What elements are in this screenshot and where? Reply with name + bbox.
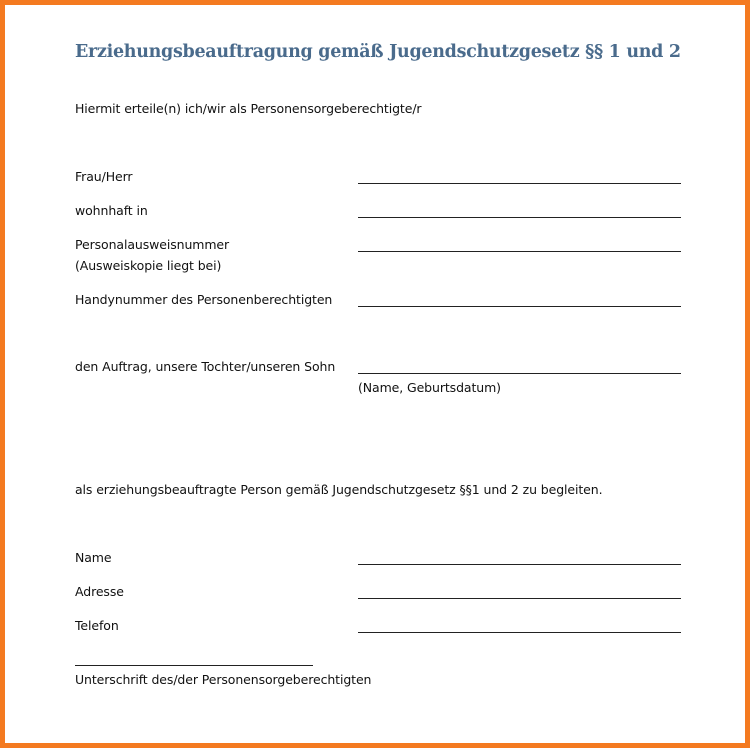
person-line-phone[interactable] — [358, 632, 681, 633]
field-line-child[interactable] — [358, 373, 681, 374]
document-page — [5, 5, 745, 743]
field-line-phone[interactable] — [358, 306, 681, 307]
statement-text: als erziehungsbeauftragte Person gemäß Jugendschutzgesetz §§1 und 2 zu begleiten. — [75, 482, 603, 497]
assignment-note: (Name, Geburtsdatum) — [358, 380, 501, 395]
intro-text: Hiermit erteile(n) ich/wir als Personensorgeberechtigte/r — [75, 101, 422, 116]
field-line-address[interactable] — [358, 217, 681, 218]
person-label-address: Adresse — [75, 584, 124, 599]
field-label-phone: Handynummer des Personenberechtigten — [75, 292, 333, 307]
field-label-address: wohnhaft in — [75, 203, 148, 218]
field-line-id-number[interactable] — [358, 251, 681, 252]
field-label-id-number: Personalausweisnummer — [75, 237, 230, 252]
person-label-phone: Telefon — [75, 618, 119, 633]
signature-line[interactable] — [75, 665, 313, 666]
field-sublabel-id-copy: (Ausweiskopie liegt bei) — [75, 258, 222, 273]
field-label-name: Frau/Herr — [75, 169, 133, 184]
person-line-name[interactable] — [358, 564, 681, 565]
document-title: Erziehungsbeauftragung gemäß Jugendschutzgesetz §§ 1 und 2 — [75, 42, 681, 62]
signature-label: Unterschrift des/der Personensorgeberechtigten — [75, 672, 372, 687]
person-line-address[interactable] — [358, 598, 681, 599]
assignment-label: den Auftrag, unsere Tochter/unseren Sohn — [75, 359, 336, 374]
field-line-name[interactable] — [358, 183, 681, 184]
person-label-name: Name — [75, 550, 112, 565]
